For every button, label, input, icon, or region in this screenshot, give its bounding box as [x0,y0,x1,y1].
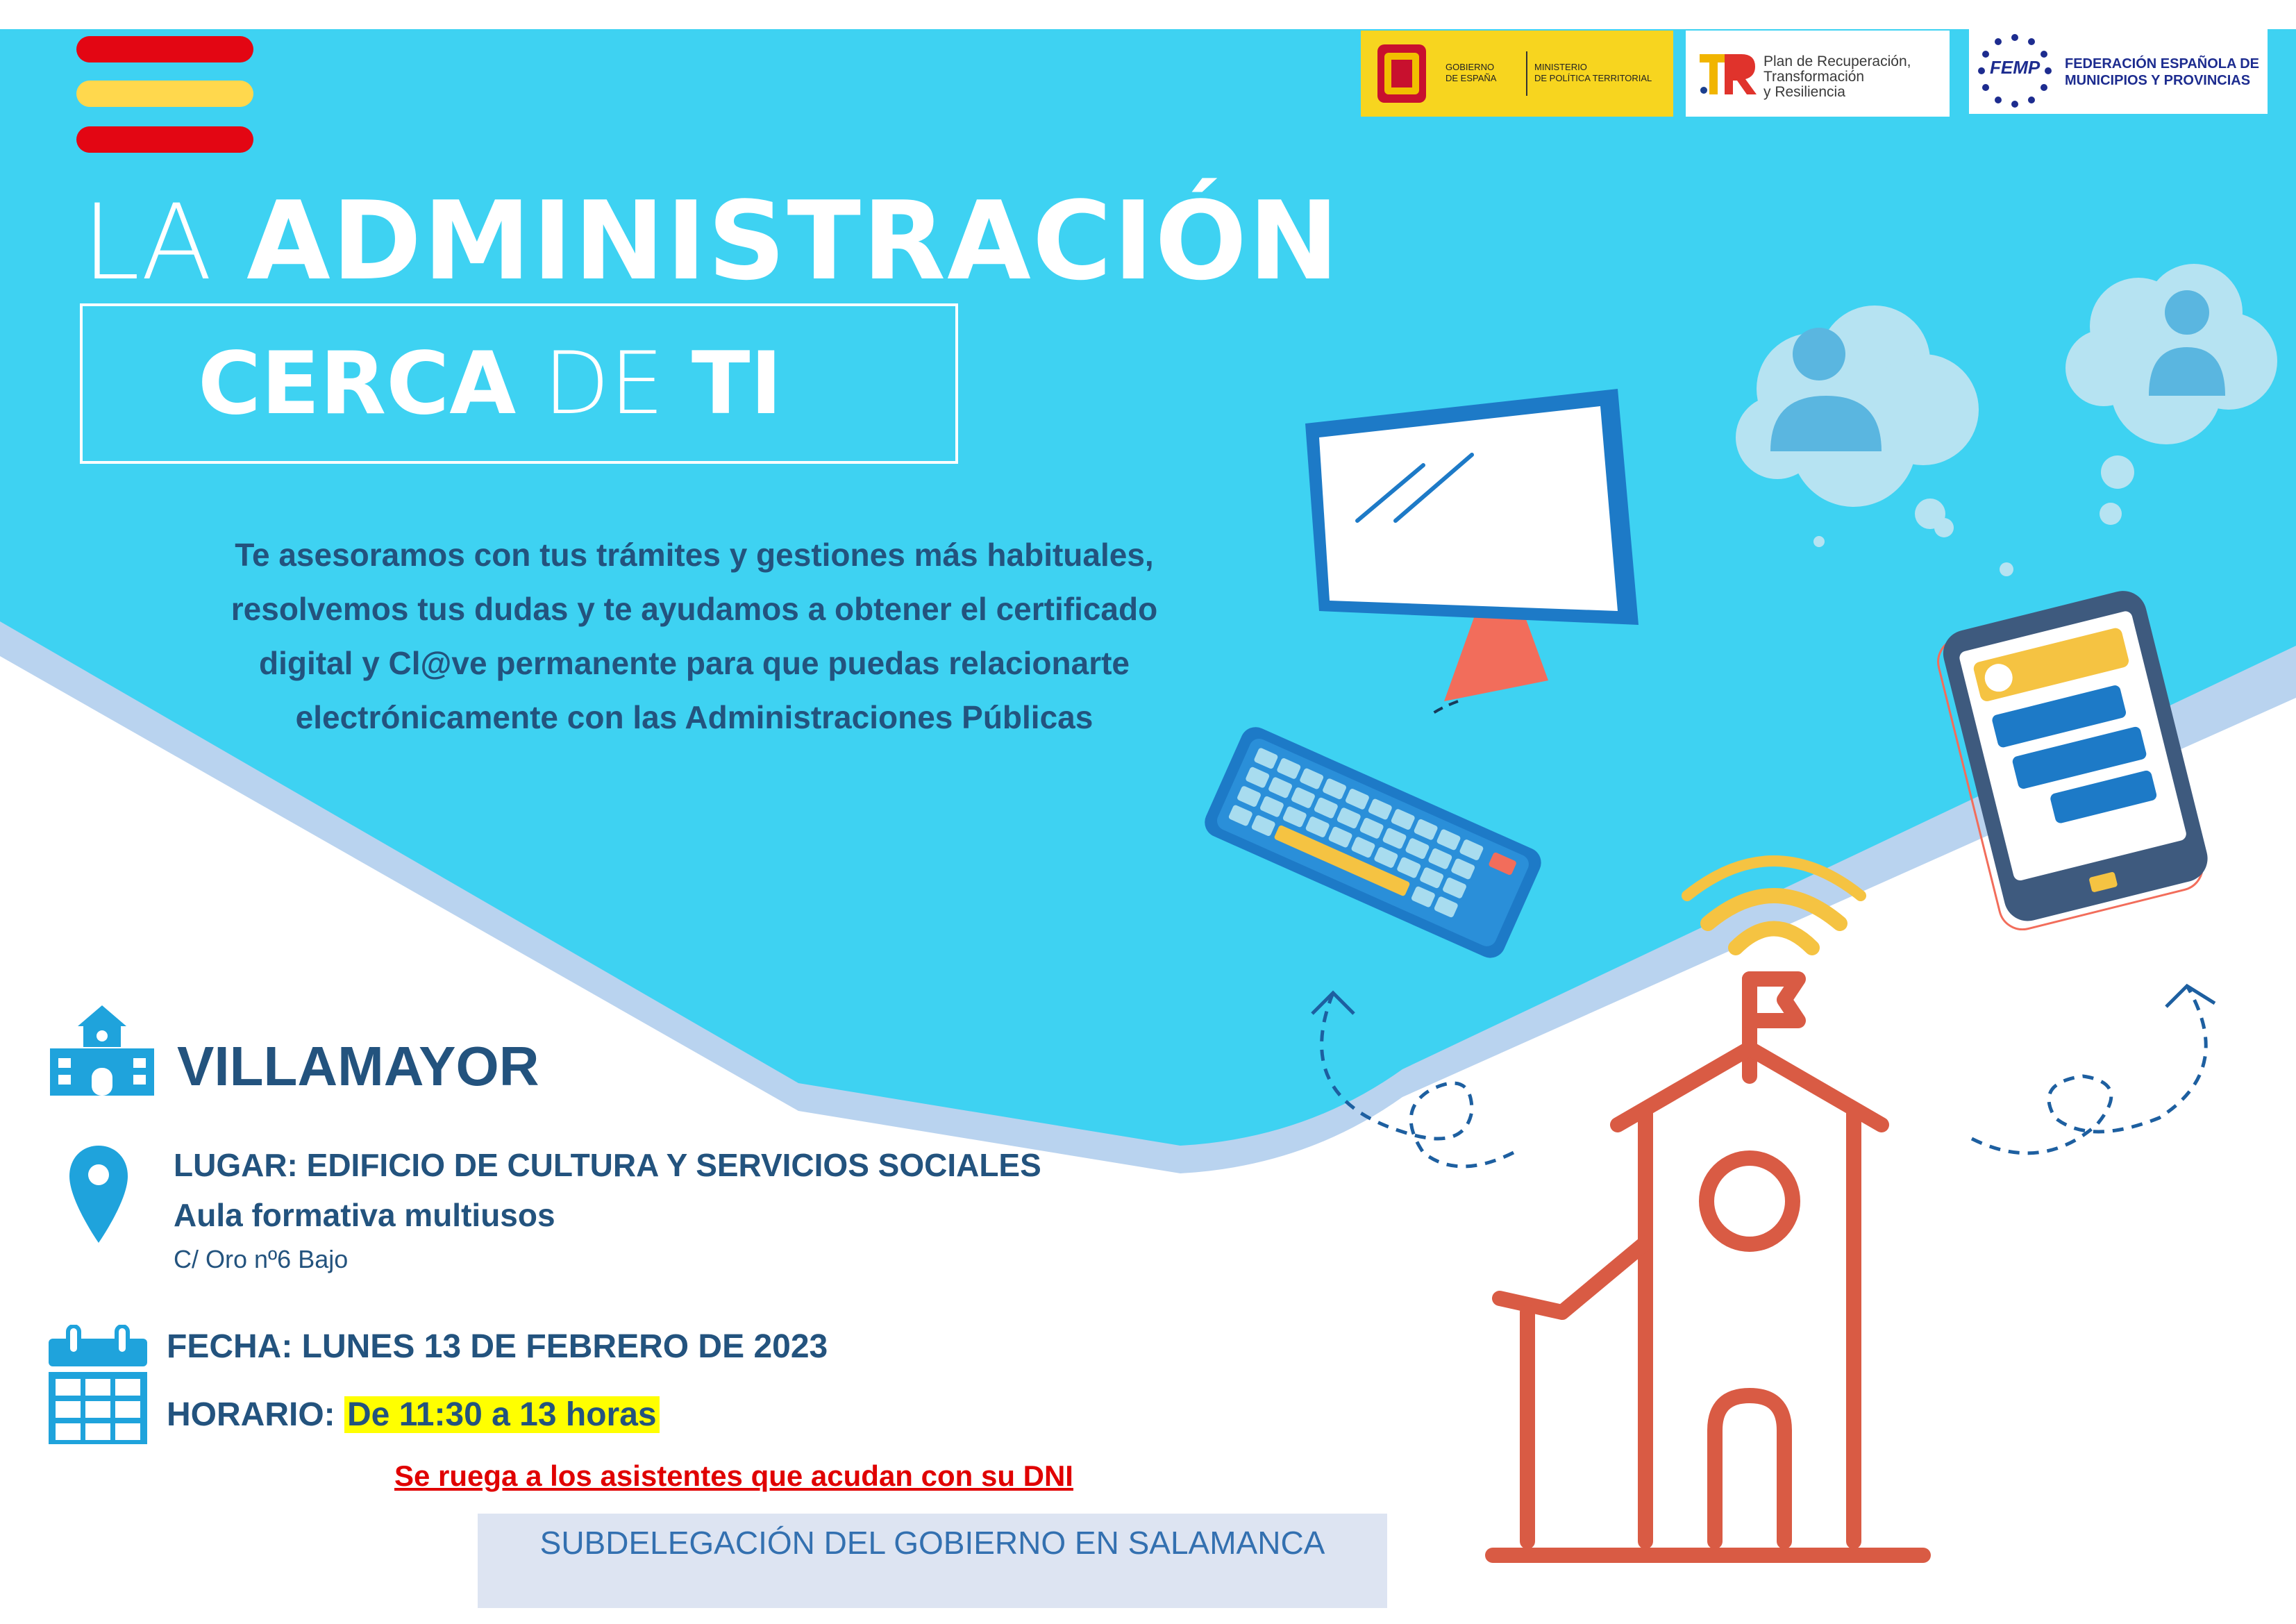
intro-line-1: Te asesoramos con tus trámites y gestiones más habituales, [235,537,1154,573]
flag-bar-red-top [76,36,253,62]
logo-femp-line1: FEDERACIÓN ESPAÑOLA DE [2065,56,2260,72]
event-lugar: LUGAR: EDIFICIO DE CULTURA Y SERVICIOS SOCIALES [174,1147,1041,1183]
main-title [82,170,1341,302]
logo-divider [1526,51,1527,96]
logo-plan-line1: Plan de Recuperación, [1763,53,1911,69]
horario-label: HORARIO: [167,1396,335,1433]
subtitle-de: DE [543,334,664,434]
title-la: LA [82,183,211,303]
intro-line-2: resolvemos tus dudas y te ayudamos a obtener el certificado [231,591,1158,627]
monitor-illustration [1291,382,1639,715]
town-name: VILLAMAYOR [177,1035,539,1097]
calendar-icon [49,1325,147,1444]
intro-paragraph [125,528,1264,744]
dni-notice: Se ruega a los asistentes que acudan con su DNI [394,1459,1073,1492]
town-hall-icon [50,1005,154,1096]
prtr-mark-icon [1697,50,1759,99]
title-administracion: ADMINISTRACIÓN [246,178,1341,304]
logo-plan-line3: y Resiliencia [1763,84,1845,100]
logo-ministerio-line1: MINISTERIO [1534,62,1587,72]
logo-plan-recuperacion [1686,31,1950,117]
logo-plan-line2: Transformación [1763,69,1865,85]
logo-femp-mark: FEMP [1990,57,2041,78]
logo-femp [1969,28,2268,114]
intro-line-3: digital y Cl@ve permanente para que puedas relacionarte [258,645,1130,681]
event-fecha: FECHA: LUNES 13 DE FEBRERO DE 2023 [167,1328,828,1365]
event-direccion: C/ Oro nº6 Bajo [174,1245,349,1273]
horario-value: De 11:30 a 13 horas [344,1396,660,1433]
footer-organizer: SUBDELEGACIÓN DEL GOBIERNO EN SALAMANCA [539,1525,1325,1561]
town-hall-illustration [1479,840,2006,1590]
event-horario [167,1394,660,1436]
coat-of-arms-icon [1371,39,1433,108]
logo-gobierno-line2: DE ESPAÑA [1446,73,1497,83]
flag-bar-yellow [76,81,253,107]
chat-clouds-illustration [1694,264,2291,590]
location-pin-icon [69,1146,128,1243]
logo-gobierno-line1: GOBIERNO [1446,62,1495,72]
subtitle-ti: TI [691,334,782,434]
event-aula: Aula formativa multiusos [174,1197,555,1233]
dashed-arrow-left [1264,972,1541,1180]
flag-bar-red-bottom [76,126,253,153]
dashed-arrow-right [1958,965,2249,1173]
intro-line-4: electrónicamente con las Administraciones Públicas [295,699,1093,735]
logo-gobierno-ministerio [1361,31,1673,117]
logo-femp-line2: MUNICIPIOS Y PROVINCIAS [2065,73,2251,88]
subtitle-cerca: CERCA [198,334,517,434]
subtitle [198,332,782,436]
logo-ministerio-line2: DE POLÍTICA TERRITORIAL [1534,73,1652,83]
